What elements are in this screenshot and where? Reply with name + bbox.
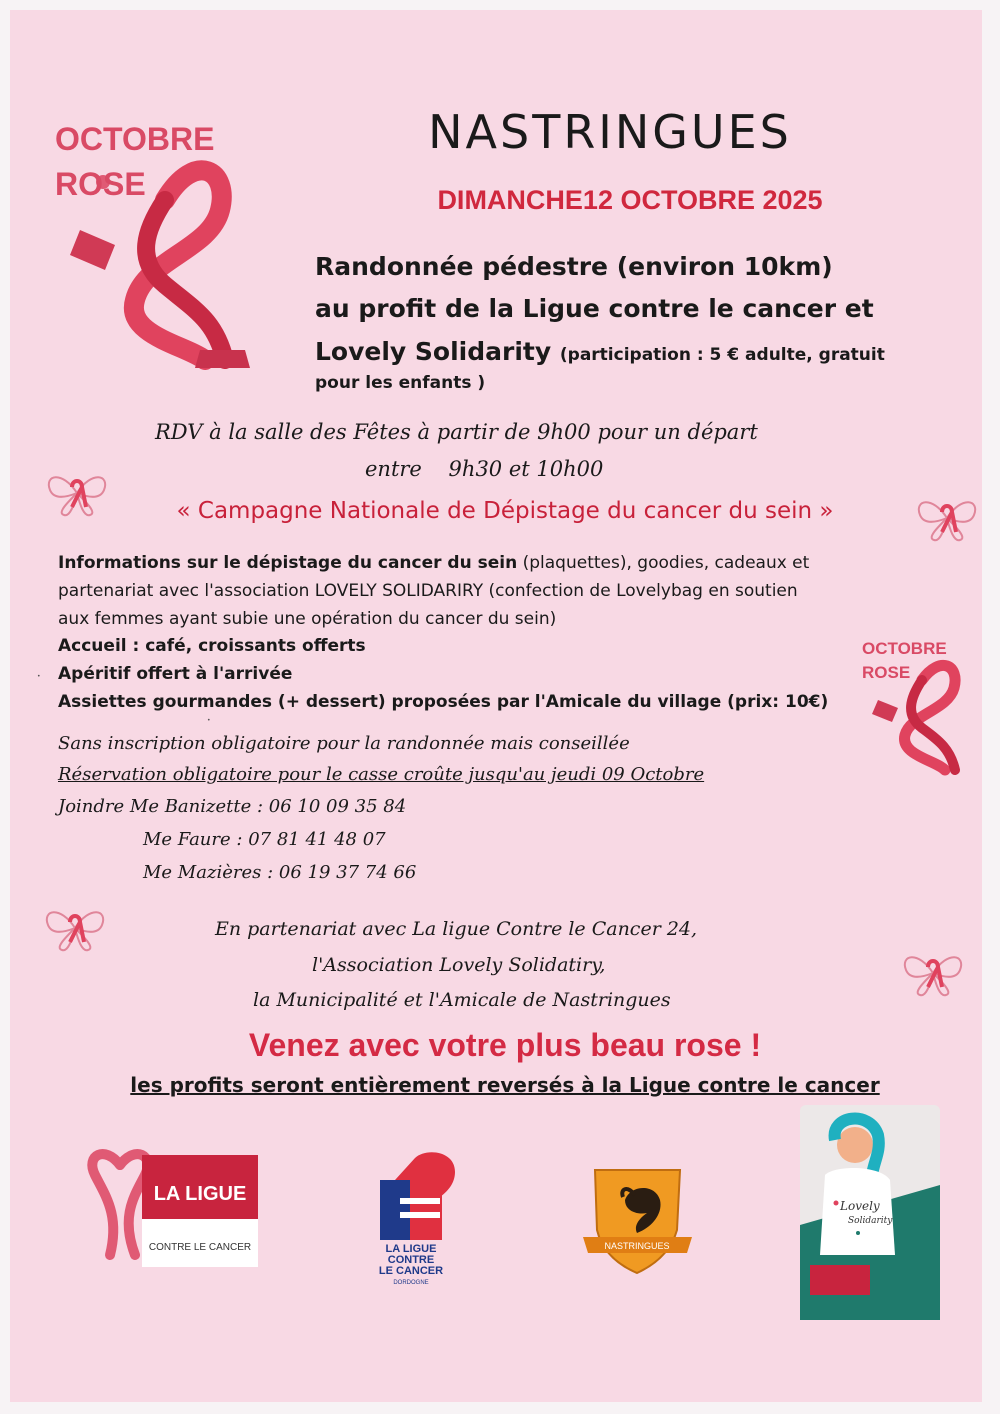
contact-2-label: Me Faure : — [143, 829, 243, 850]
nastringues-crest-logo — [575, 1155, 700, 1280]
octobre-rose-logo — [45, 110, 260, 380]
svg-text:LE CANCER: LE CANCER — [378, 1265, 444, 1277]
info-heading: Informations sur le dépistage du cancer du sein — [58, 553, 518, 573]
contact-3-label: Me Mazières : — [143, 862, 274, 883]
svg-text:NASTRINGUES: NASTRINGUES — [604, 1241, 670, 1251]
intro-line-1: Randonnée pédestre (environ 10km) — [315, 252, 833, 281]
partners-line-1: En partenariat avec La ligue Contre le Cancer 24, — [215, 918, 698, 940]
octobre-rose-logo-small — [860, 630, 970, 780]
lovely-solidarity-name: Lovely Solidarity — [315, 337, 552, 366]
la-ligue-24-logo — [365, 1150, 465, 1290]
page-title: NASTRINGUES — [428, 105, 792, 159]
contact-1-phone[interactable]: 06 10 09 35 84 — [268, 796, 407, 817]
event-date: DIMANCHE12 OCTOBRE 2025 — [437, 185, 823, 215]
rose-text: ROSE — [55, 166, 146, 202]
info-line-6: Assiettes gourmandes (+ dessert) proposées par l'Amicale du village (prix: 10€) — [58, 692, 829, 712]
svg-text:CONTRE LE CANCER: CONTRE LE CANCER — [148, 1242, 252, 1253]
svg-text:Lovely: Lovely — [840, 1199, 880, 1213]
svg-text:LA LIGUE: LA LIGUE — [153, 1183, 247, 1205]
butterfly-ribbon-icon — [898, 945, 968, 1000]
contact-2 — [143, 829, 386, 850]
scan-dot: • — [37, 673, 41, 680]
la-ligue-logo — [80, 1145, 260, 1275]
contact-1-label: Joindre Me Banizette : — [58, 796, 264, 817]
info-line-5: Apéritif offert à l'arrivée — [58, 664, 293, 684]
svg-text:LA LIGUE: LA LIGUE — [385, 1243, 437, 1255]
participation-note-2: pour les enfants ) — [315, 373, 486, 393]
campaign-title: « Campagne Nationale de Dépistage du cancer du sein » — [176, 498, 834, 524]
contact-3 — [143, 862, 416, 883]
butterfly-ribbon-icon — [40, 900, 110, 955]
svg-text:OCTOBRE: OCTOBRE — [862, 639, 947, 658]
rdv-line-2: entre 9h30 et 10h00 — [365, 457, 604, 481]
info-line-2: partenariat avec l'association LOVELY SOLIDARIRY (confection de Lovelybag en soutien — [58, 581, 798, 601]
svg-text:CONTRE: CONTRE — [387, 1254, 435, 1266]
lovely-solidarity-card — [800, 1105, 940, 1320]
svg-text:DORDOGNE: DORDOGNE — [393, 1280, 429, 1286]
slogan: Venez avec votre plus beau rose ! — [248, 1027, 762, 1063]
contact-2-phone[interactable]: 07 81 41 48 07 — [248, 829, 386, 850]
rdv-line-1: RDV à la salle des Fêtes à partir de 9h00 pour un départ — [155, 420, 758, 444]
contact-1 — [58, 796, 406, 817]
intro-line-3 — [315, 337, 885, 366]
profits-note: les profits seront entièrement reversés à la Ligue contre le cancer — [130, 1073, 880, 1097]
info-line-3: aux femmes ayant subie une opération du cancer du sein) — [58, 609, 557, 629]
reservation-note: Réservation obligatoire pour le casse croûte jusqu'au jeudi 09 Octobre — [58, 764, 705, 785]
info-rest: (plaquettes), goodies, cadeaux et — [517, 553, 810, 573]
octobre-text: OCTOBRE — [55, 121, 215, 157]
partners-line-3: la Municipalité et l'Amicale de Nastringues — [253, 989, 671, 1011]
svg-text:Solidarity: Solidarity — [848, 1216, 893, 1226]
info-line-4: Accueil : café, croissants offerts — [58, 636, 366, 656]
info-line-1 — [58, 553, 809, 573]
registration-note: Sans inscription obligatoire pour la randonnée mais conseillée — [58, 733, 630, 754]
partners-line-2: l'Association Lovely Solidatiry, — [312, 954, 606, 976]
participation-note: (participation : 5 € adulte, gratuit — [559, 345, 885, 365]
scan-dot: • — [207, 717, 211, 724]
svg-text:ROSE: ROSE — [862, 663, 911, 682]
intro-line-2: au profit de la Ligue contre le cancer et — [315, 294, 874, 323]
contact-3-phone[interactable]: 06 19 37 74 66 — [278, 862, 417, 883]
